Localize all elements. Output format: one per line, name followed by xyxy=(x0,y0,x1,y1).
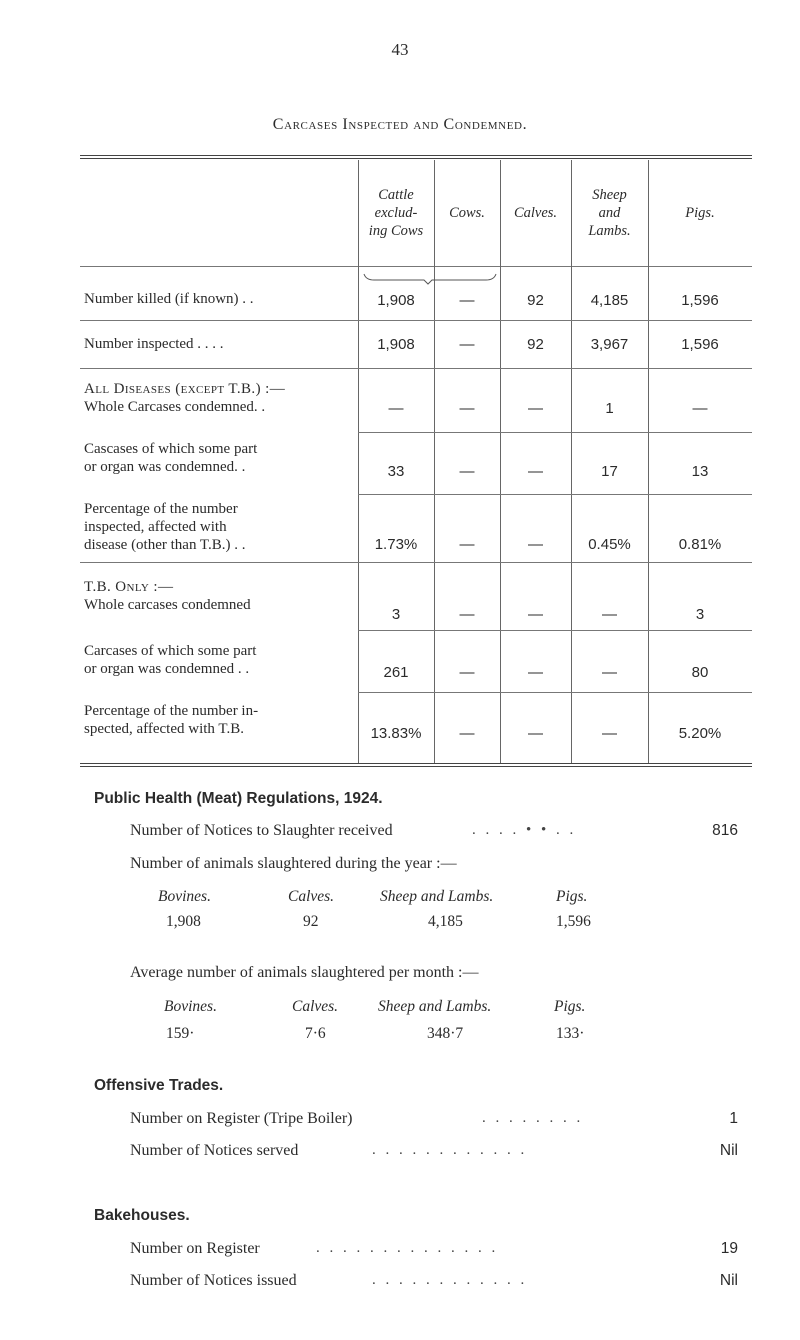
table-cell: 92 xyxy=(527,336,544,353)
table-cell: — xyxy=(602,606,617,623)
bakehouse-register-label: Number on Register xyxy=(130,1240,260,1257)
slaughtered-header: Calves. xyxy=(288,888,335,905)
offensive-trades-heading: Offensive Trades. xyxy=(94,1077,224,1094)
row-label: Percentage of the number inspected, affected with disease (other than T.B.) . . xyxy=(84,501,246,553)
slaughtered-header: Pigs. xyxy=(556,888,588,905)
row-label: Cascases of which some part or organ was condemned. . xyxy=(84,441,258,475)
average-value: 159· xyxy=(166,1025,195,1042)
slaughtered-value: 1,596 xyxy=(556,913,591,930)
table-cell: 80 xyxy=(691,664,709,681)
register-label: Number on Register (Tripe Boiler) xyxy=(130,1110,353,1127)
table-cell: — xyxy=(459,336,475,353)
table-cell: 1,908 xyxy=(377,292,415,309)
column-header-sheep: Sheep and Lambs. xyxy=(588,187,631,239)
table-cell: 92 xyxy=(527,292,544,309)
table-cell: 13 xyxy=(691,463,709,480)
notices-served-value: Nil xyxy=(719,1142,738,1159)
average-header: Bovines. xyxy=(164,998,217,1015)
header-rule xyxy=(80,266,752,267)
leader-dots: . . . . . . . . . . . . xyxy=(372,1272,528,1288)
table-cell: — xyxy=(528,463,543,480)
row-rule xyxy=(80,320,752,321)
slaughtered-value: 92 xyxy=(303,913,319,930)
table-cell: — xyxy=(459,606,475,623)
column-header-cows: Cows. xyxy=(449,205,485,221)
table-cell: 0.45% xyxy=(588,536,631,553)
register-value: 1 xyxy=(729,1110,738,1127)
row-rule xyxy=(358,432,752,433)
table-cell: 33 xyxy=(387,463,405,480)
public-health-heading: Public Health (Meat) Regulations, 1924. xyxy=(94,790,383,807)
slaughtered-header: Bovines. xyxy=(158,888,211,905)
bracket-icon xyxy=(362,272,502,288)
table-cell: — xyxy=(528,536,543,553)
row-rule xyxy=(358,630,752,631)
table-cell: — xyxy=(528,400,543,417)
row-label: Percentage of the number in- spected, affected with T.B. xyxy=(84,703,259,737)
average-header: Calves. xyxy=(292,998,339,1015)
row-rule xyxy=(358,692,752,693)
average-header: Sheep and Lambs. xyxy=(378,998,492,1015)
slaughtered-label: Number of animals slaughtered during the year :— xyxy=(130,855,457,872)
leader-dots: . . . . . . . . . . . . xyxy=(372,1142,528,1158)
row-rule xyxy=(80,368,752,369)
table-cell: — xyxy=(459,664,475,681)
table-cell: — xyxy=(528,664,543,681)
notices-value: 816 xyxy=(712,822,738,839)
notices-label: Number of Notices to Slaughter received xyxy=(130,822,393,839)
table-cell: — xyxy=(459,400,475,417)
notices-served-label: Number of Notices served xyxy=(130,1142,299,1159)
table-cell: 1,596 xyxy=(681,336,719,353)
slaughtered-value: 1,908 xyxy=(166,913,201,930)
table-cell: 13.83% xyxy=(370,725,422,742)
leader-dots: . . . . . . . . . . . . . . xyxy=(316,1240,499,1256)
table-bottom-rule xyxy=(80,763,752,764)
table-top-rule xyxy=(80,155,752,156)
table-bottom-rule-2 xyxy=(80,766,752,767)
table-cell: — xyxy=(692,400,708,417)
table-cell: 0.81% xyxy=(678,536,722,553)
table-cell: 1 xyxy=(605,400,614,417)
row-label: All Diseases (except T.B.) :— Whole Carcases condemned. . xyxy=(84,381,286,415)
average-value: 7·6 xyxy=(305,1025,326,1042)
table-cell: 4,185 xyxy=(590,292,629,309)
notices-issued-label: Number of Notices issued xyxy=(130,1272,297,1289)
notices-issued-value: Nil xyxy=(719,1272,738,1289)
table-cell: 261 xyxy=(383,664,409,681)
column-header-cattle: Cattle exclud- ing Cows xyxy=(368,187,424,239)
page-number: 43 xyxy=(391,40,409,59)
row-label: Number inspected . . . . xyxy=(84,336,224,352)
table-cell: 1,908 xyxy=(377,336,415,353)
table-cell: 1,596 xyxy=(681,292,719,309)
leader-dots: . . . . • • . . xyxy=(472,822,577,838)
leader-dots: . . . . . . . . xyxy=(482,1110,584,1126)
table-cell: — xyxy=(459,536,475,553)
table-top-rule-2 xyxy=(80,158,752,159)
page-title: Carcases Inspected and Condemned. xyxy=(272,116,528,133)
table-cell: 5.20% xyxy=(678,725,722,742)
average-value: 348·7 xyxy=(427,1025,464,1042)
average-value: 133· xyxy=(556,1025,585,1042)
table-cell: — xyxy=(459,725,475,742)
column-header-calves: Calves. xyxy=(513,205,558,221)
slaughtered-value: 4,185 xyxy=(428,913,463,930)
table-cell: 3,967 xyxy=(590,336,629,353)
table-cell: — xyxy=(388,400,404,417)
table-cell: — xyxy=(528,606,543,623)
row-label: T.B. Only :— Whole carcases condemned xyxy=(84,579,251,613)
row-rule xyxy=(80,562,752,563)
row-label: Carcases of which some part or organ was condemned . . xyxy=(84,643,257,677)
row-label: Number killed (if known) . . xyxy=(84,291,254,307)
table-cell: — xyxy=(459,292,475,309)
table-cell: 17 xyxy=(601,463,618,480)
table-cell: — xyxy=(602,725,617,742)
bakehouse-register-value: 19 xyxy=(720,1240,738,1257)
average-label: Average number of animals slaughtered per month :— xyxy=(130,964,479,981)
table-cell: 3 xyxy=(391,606,401,623)
bakehouses-heading: Bakehouses. xyxy=(94,1207,190,1224)
table-cell: — xyxy=(602,664,617,681)
table-cell: 1.73% xyxy=(374,536,418,553)
table-cell: 3 xyxy=(695,606,705,623)
average-header: Pigs. xyxy=(554,998,586,1015)
column-header-pigs: Pigs. xyxy=(685,205,715,221)
row-rule xyxy=(358,494,752,495)
table-cell: — xyxy=(528,725,543,742)
slaughtered-header: Sheep and Lambs. xyxy=(380,888,494,905)
table-cell: — xyxy=(459,463,475,480)
